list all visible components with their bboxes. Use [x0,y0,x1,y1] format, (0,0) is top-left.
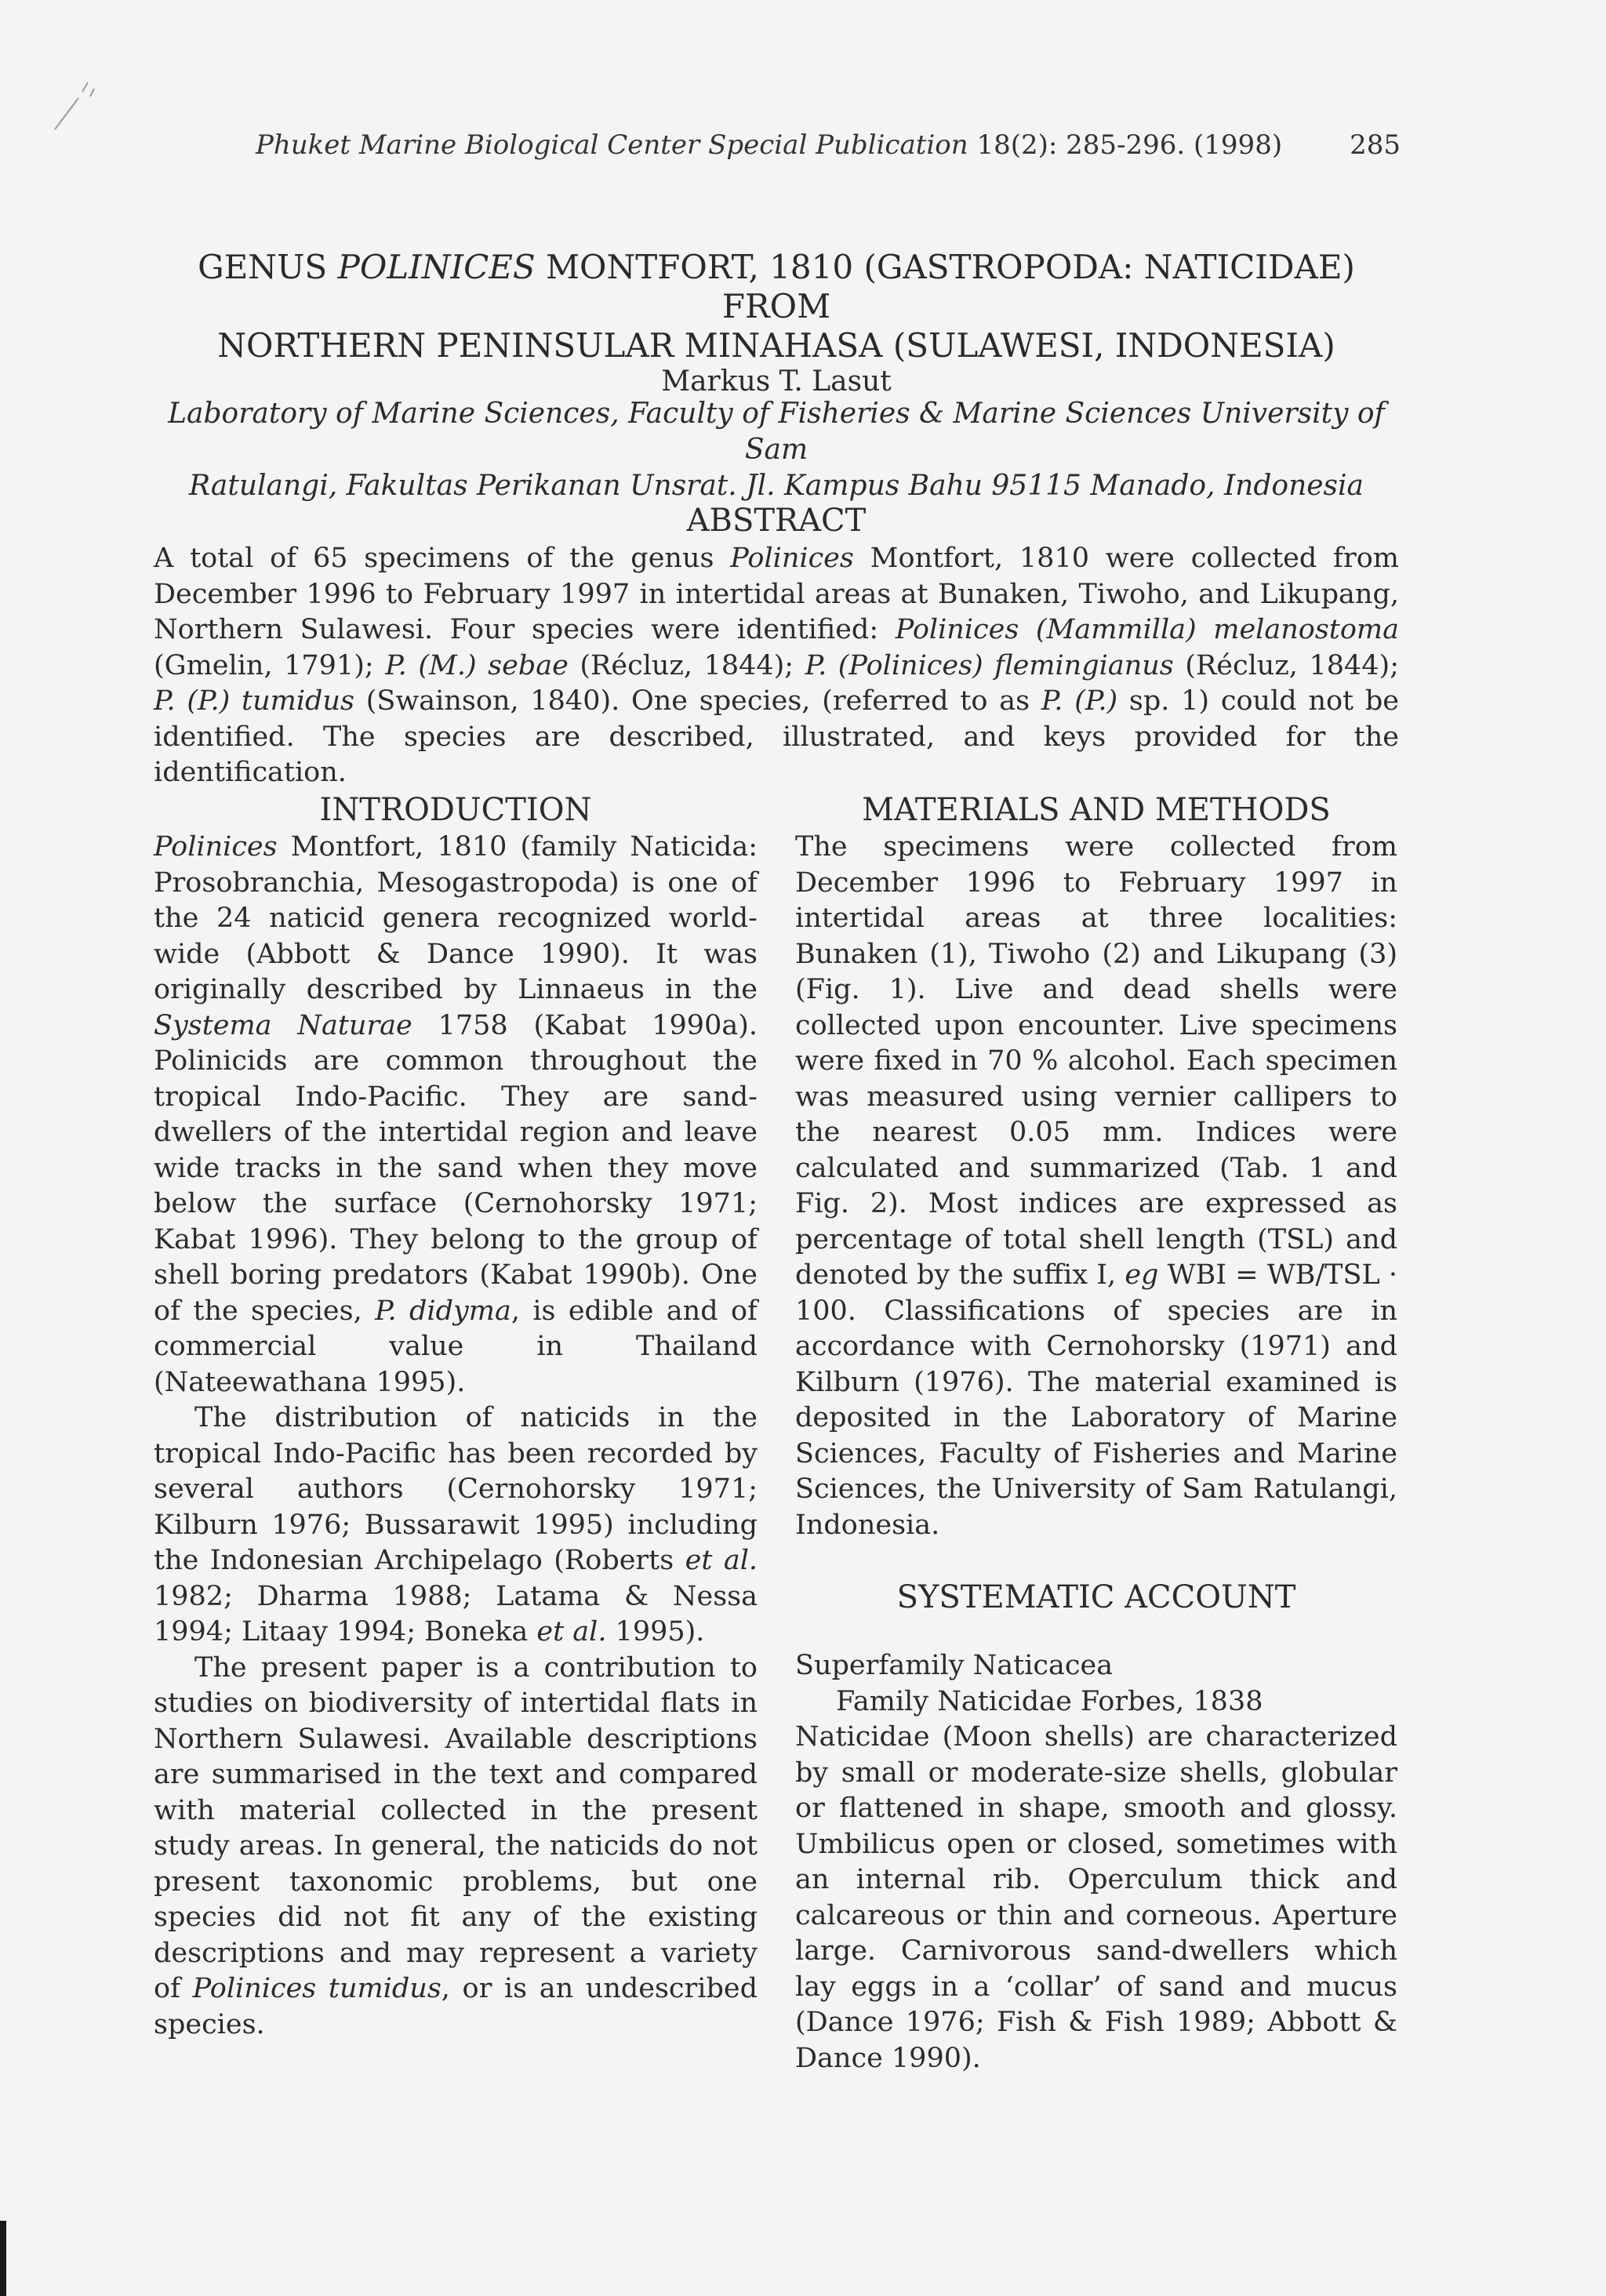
abstract-run: A total of 65 specimens of the genus [154,543,731,574]
abstract-run: (Récluz, 1844); [568,649,805,681]
italic-run: eg [1125,1259,1159,1291]
abstract-italic: P. (P.) tumidus [154,685,354,717]
introduction-heading: INTRODUCTION [319,792,592,828]
text-run: , is edible and of commercial value in Thailand (Nateewathana 1995). [154,1295,758,1398]
affiliation-line-2: Ratulangi, Fakultas Perikanan Unsrat. Jl. Kampus Bahu 95115 Manado, Indonesia [188,470,1364,502]
text-run: , or is an undescribed species. [154,1973,758,2040]
text-run: 1995). [606,1616,705,1648]
right-column [795,790,1397,2076]
abstract-italic: P. (Polinices) flemingianus [805,649,1174,681]
introduction-paragraph-3 [154,1651,758,2044]
abstract-italic: Polinices (Mammilla) melanostoma [895,614,1399,645]
text-run: 1758 (Kabat 1990a). Polinicids are common throughout the tropical Indo-Pacific. They are sand-dwellers of the intertidal region and leave wide tracks in the sand when they move below the surface (Cernohorsky 1971; Kabat 1996). They belong to the group of shell boring predators (Kabat 1990b). One of the species, [154,1009,758,1327]
italic-run: Polinices [154,831,278,863]
abstract-italic: P. (M.) sebae [385,649,569,681]
italic-run: et al. [536,1616,607,1648]
introduction-paragraph-2 [154,1400,758,1651]
abstract-run: sp. 1) could not be identified. The species are described, illustrated, and keys provided for the identification. [154,685,1400,788]
text-run: The present paper is a contribution to studies on biodiversity of intertidal flats in Northern Sulawesi. Available descriptions are summarised in the text and compared with material collected in the present study areas. In general, the naticids do not present taxonomic problems, but one species did not fit any of the existing descriptions and may represent a variety of [154,1651,758,2004]
citation: 18(2): 285-296. (1998) [968,129,1283,161]
italic-run: Systema Naturae [154,1009,412,1041]
title-line-1 [157,248,1396,326]
italic-run: P. didyma [375,1295,511,1327]
abstract-italic: P. (P.) [1041,685,1118,717]
abstract-heading: ABSTRACT [686,503,867,539]
journal-name: Phuket Marine Biological Center Special Publication [256,129,968,161]
abstract-text [154,541,1399,791]
abstract-run: Montfort, 1810 were collected from December 1996 to February 1997 in intertidal areas at Bunaken, Tiwoho, and Likupang, Northern Sulawesi. Four species were identified: [154,543,1399,645]
spacer [795,1617,1397,1648]
systematic-heading: SYSTEMATIC ACCOUNT [896,1579,1296,1615]
pencil-mark [47,74,110,137]
methods-paragraph [795,830,1397,1543]
title-line-2: NORTHERN PENINSULAR MINAHASA (SULAWESI, INDONESIA) [217,326,1335,365]
text-run: The distribution of naticids in the tropical Indo-Pacific has been recorded by several authors (Cernohorsky 1971; Kilburn 1976; Bussarawit 1995) including the Indonesian Archipelago (Roberts [154,1402,758,1576]
author: Markus T. Lasut [661,365,892,398]
title-genus: POLINICES [337,248,536,286]
page-number: 285 [1350,129,1401,161]
scan-edge-mark [0,2221,6,2296]
abstract-run: (Récluz, 1844); [1173,649,1399,681]
superfamily-line: Superfamily Naticacea [795,1650,1114,1681]
family-line: Family Naticidae Forbes, 1838 [836,1685,1263,1717]
text-run: The specimens were collected from December 1996 to February 1997 in intertidal areas at three localities: Bunaken (1), Tiwoho (2) and Likupang (3) (Fig. 1). Live and dead shells were collected upon encounter. Live specimens were fixed in 70 % alcohol. Each specimen was measured using vernier callipers to the nearest 0.05 mm. Indices were calculated and summarized (Tab. 1 and Fig. 2). Most indices are expressed as percentage of total shell length (TSL) and denoted by the suffix I, [795,831,1397,1291]
title-text: MONTFORT, 1810 (GASTROPODA: NATICIDAE) FROM [535,248,1355,325]
methods-heading: MATERIALS AND METHODS [862,792,1331,828]
spacer [795,1543,1397,1578]
title-text: GENUS [198,248,338,286]
left-column [154,790,758,2043]
introduction-paragraph-1 [154,830,758,1400]
affiliation-line-1: Laboratory of Marine Sciences, Faculty of Fisheries & Marine Sciences University of Sam [168,398,1385,466]
systematic-paragraph: Naticidae (Moon shells) are characterized by small or moderate-size shells, globular or flattened in shape, smooth and glossy. Umbilicus open or closed, sometimes with an internal rib. Operculum thick and calcareous or thin and corneous. Aperture large. Carnivorous sand-dwellers which lay eggs in a ‘collar’ of sand and mucus (Dance 1976; Fish & Fish 1989; Abbott & Dance 1990). [795,1721,1397,2074]
paper-title [157,248,1396,365]
abstract-run: (Swainson, 1840). One species, (referred to as [354,685,1041,717]
affiliation [149,396,1404,504]
italic-run: Polinices tumidus [192,1973,441,2004]
text-run: WBI = WB/TSL · 100. Classifications of species are in accordance with Cernohorsky (1971) and Kilburn (1976). The material examined is deposited in the Laboratory of Marine Sciences, Faculty of Fisheries and Marine Sciences, the University of Sam Ratulangi, Indonesia. [795,1259,1397,1541]
running-head [256,128,1401,162]
abstract-run: (Gmelin, 1791); [154,649,386,681]
abstract-italic: Polinices [730,543,854,574]
text-run: 1982; Dharma 1988; Latama & Nessa 1994; Litaay 1994; Boneka [154,1580,758,1648]
italic-run: et al. [685,1545,758,1576]
text-run: Montfort, 1810 (family Naticida: Prosobranchia, Mesogastropoda) is one of the 24 naticid genera recognized world-wide (Abbott & Dance 1990). It was originally described by Linnaeus in the [154,831,758,1005]
